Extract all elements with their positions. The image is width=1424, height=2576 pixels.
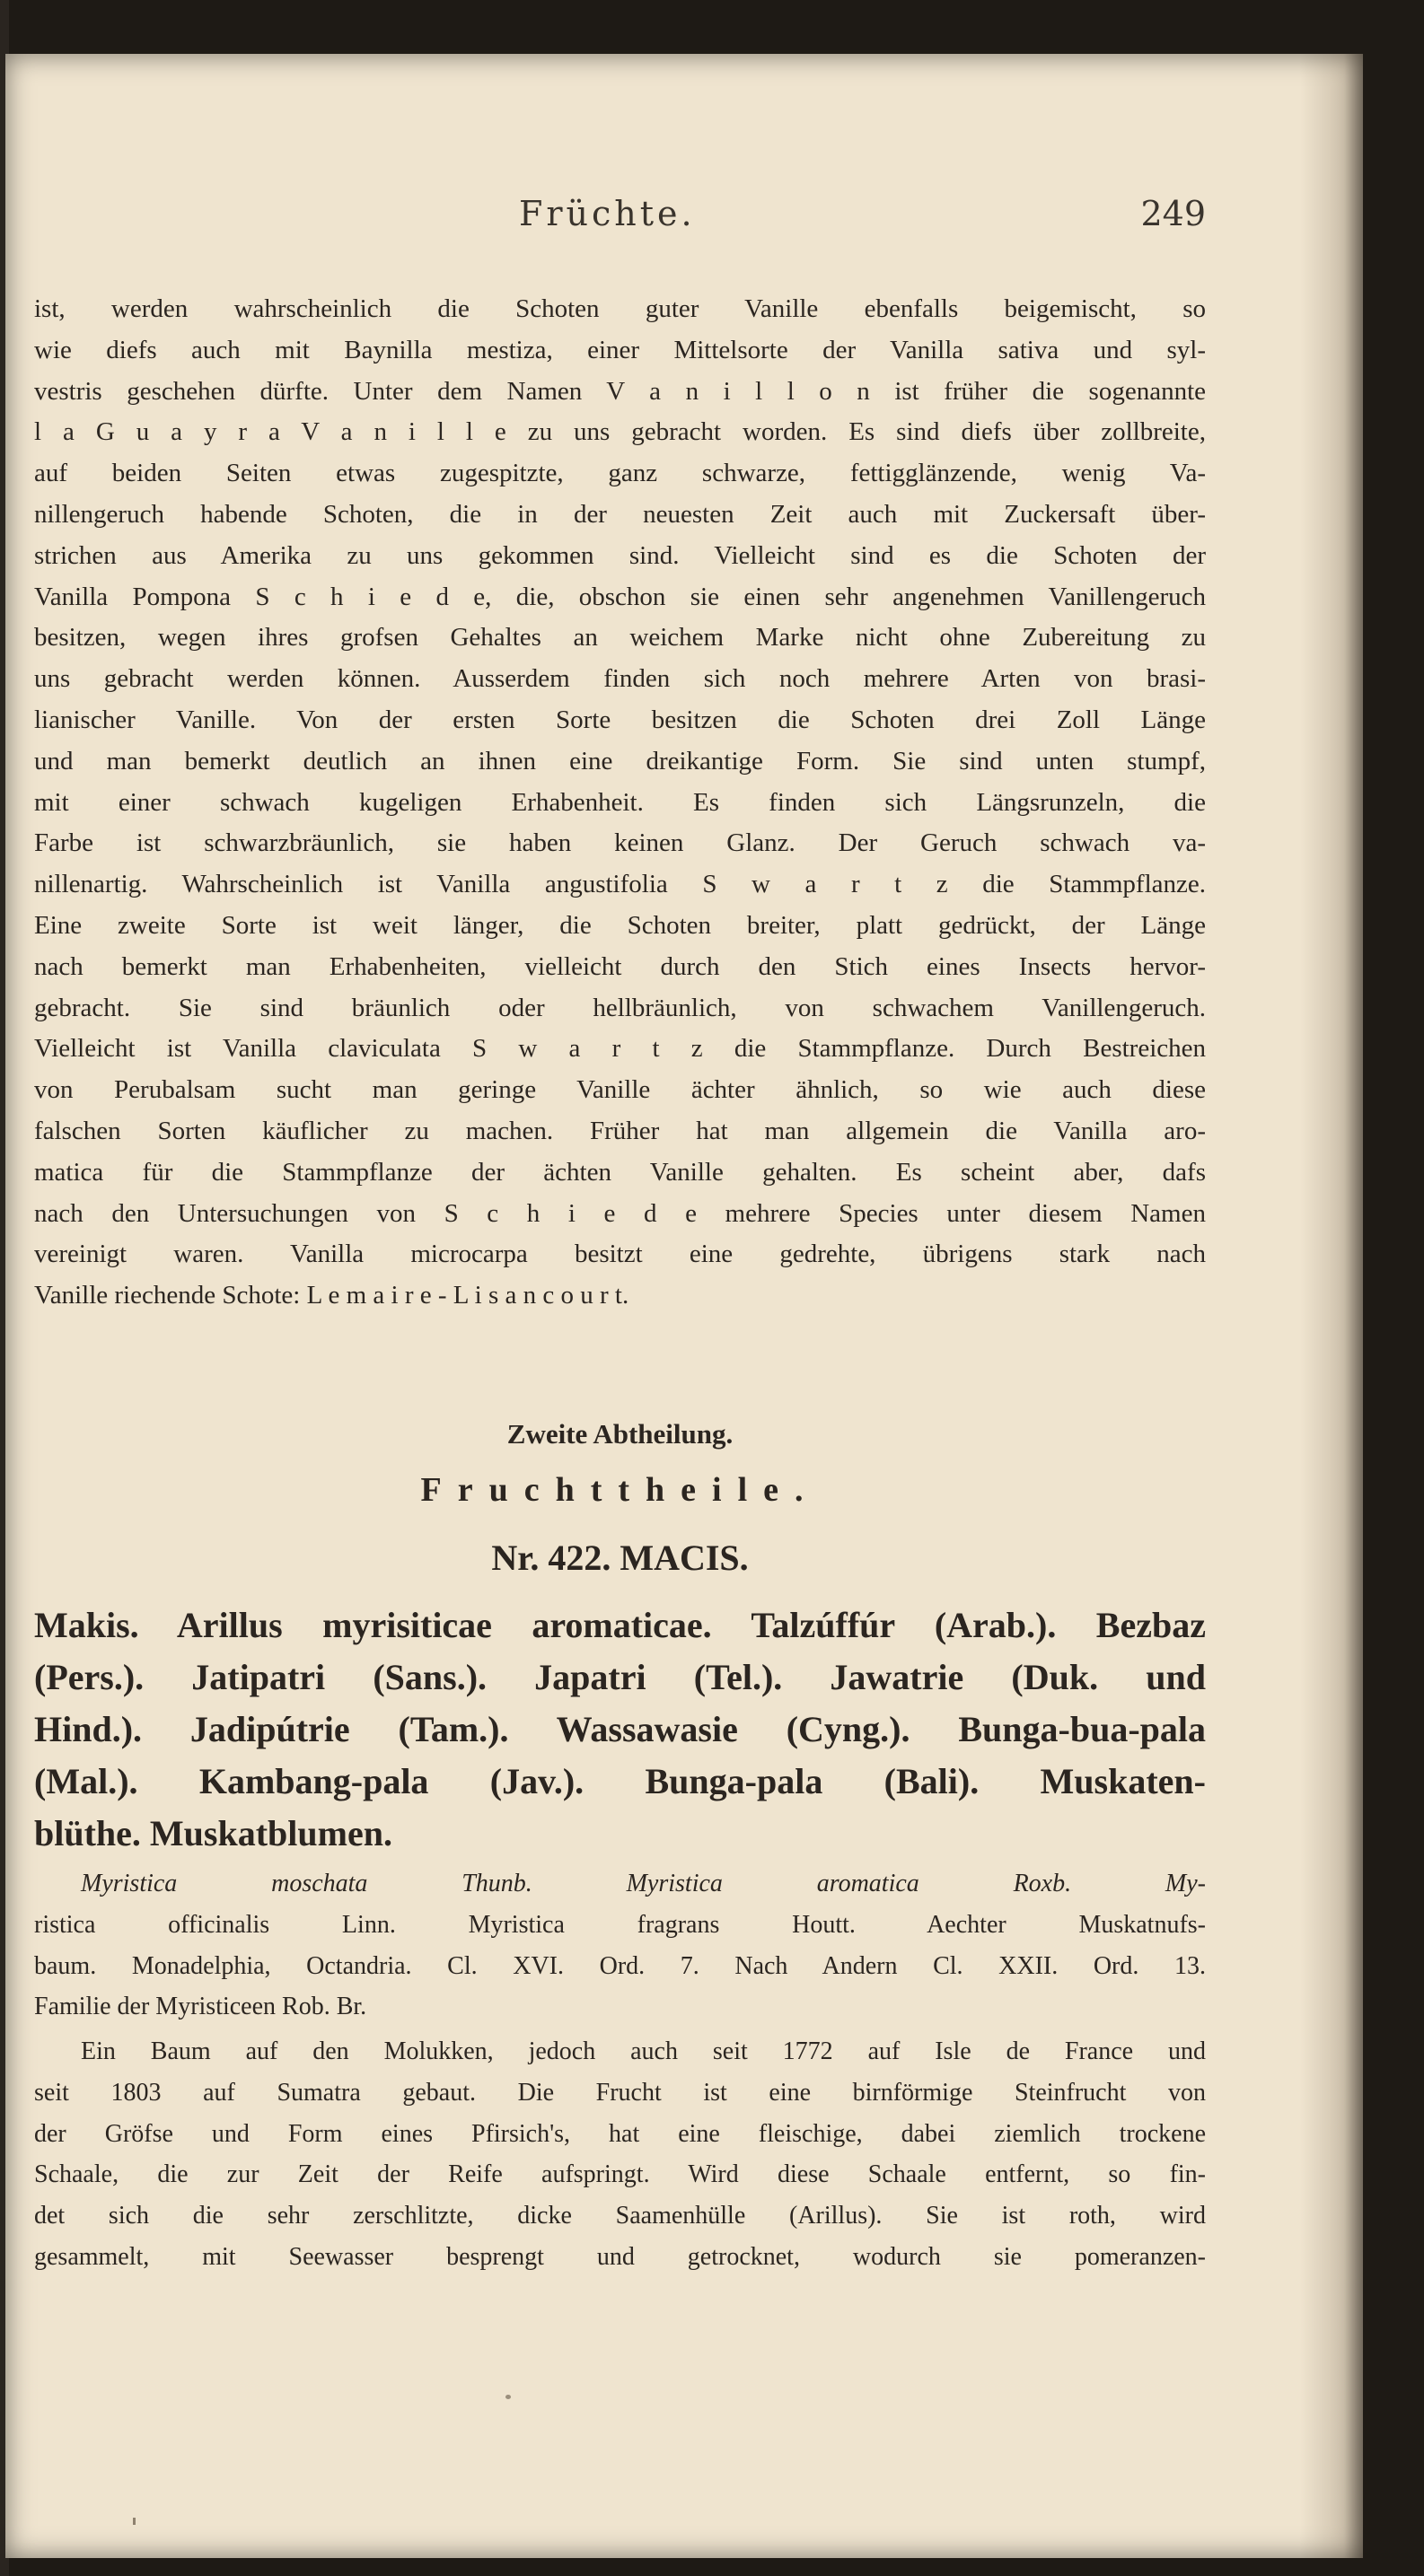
section-label: Zweite Abtheilung. — [506, 1418, 734, 1450]
text-line: gesammelt, mit Seewasser besprengt und getrocknet, wodurch sie pomeranzen- — [34, 2242, 1206, 2271]
synonyms-block — [34, 1599, 1206, 1860]
text-line: det sich die sehr zerschlitzte, dicke Saamenhülle (Arillus). Sie ist roth, wird — [34, 2202, 1206, 2230]
text-line: nach den Untersuchungen von S c h i e d e mehrere Species unter diesem Namen — [34, 1198, 1206, 1228]
text-line: gebracht. Sie sind bräunlich oder hellbräunlich, von schwachem Vanillengeruch. — [34, 993, 1206, 1022]
synonym-line: blüthe. Muskatblumen. — [34, 1813, 392, 1853]
book-page — [5, 54, 1363, 2558]
text-line: der Gröfse und Form eines Pfirsich's, hat eine fleischige, dabei ziemlich trockene — [34, 2119, 1206, 2148]
text-line: von Perubalsam sucht man geringe Vanille ächter ähnlich, so wie auch diese — [34, 1075, 1206, 1105]
text-line: lianischer Vanille. Von der ersten Sorte besitzen die Schoten drei Zoll Länge — [34, 705, 1206, 734]
text-line: falschen Sorten käuflicher zu machen. Früher hat man allgemein die Vanilla aro- — [34, 1116, 1206, 1145]
text-line: strichen aus Amerika zu uns gekommen sind. Vielleicht sind es die Schoten der — [34, 540, 1206, 570]
text-line: vereinigt waren. Vanilla microcarpa besitzt eine gedrehte, übrigens stark nach — [34, 1240, 1206, 1269]
synonym-line: Hind.). Jadipútrie (Tam.). Wassawasie (Cyng.). Bunga-bua-pala — [34, 1709, 1206, 1749]
text-line: besitzen, wegen ihres grofsen Gehaltes an weichem Marke nicht ohne Zubereitung zu — [34, 623, 1206, 653]
text-line: nach bemerkt man Erhabenheiten, vielleicht durch den Stich eines Insects hervor- — [34, 951, 1206, 981]
synonym-line: (Pers.). Jatipatri (Sans.). Japatri (Tel.). Jawatrie (Duk. und — [34, 1657, 1206, 1697]
text-line: seit 1803 auf Sumatra gebaut. Die Frucht ist eine birnförmige Steinfrucht von — [34, 2078, 1206, 2107]
text-line: Schaale, die zur Zeit der Reife aufspringt. Wird diese Schaale entfernt, so fin- — [34, 2160, 1206, 2189]
text-line: matica für die Stammpflanze der ächten Vanille gehalten. Es scheint aber, dafs — [34, 1157, 1206, 1187]
section-title: Fruchttheile. — [420, 1471, 820, 1509]
running-head — [34, 194, 1206, 244]
text-line: Ein Baum auf den Molukken, jedoch auch seit 1772 auf Isle de France und — [81, 2037, 1206, 2065]
synonym-line: (Mal.). Kambang-pala (Jav.). Bunga-pala (Bali). Muskaten- — [34, 1761, 1206, 1801]
page-number: 249 — [1140, 194, 1206, 233]
description-paragraph — [34, 2031, 1206, 2278]
running-title: Früchte. — [519, 194, 696, 233]
text-line: ist, werden wahrscheinlich die Schoten guter Vanille ebenfalls beigemischt, so — [34, 294, 1206, 323]
text-line: Vanille riechende Schote: L e m a i r e - L i s a n c o u r t. — [34, 1281, 629, 1310]
text-line: und man bemerkt deutlich an ihnen eine dreikantige Form. Sie sind unten stumpf, — [34, 746, 1206, 775]
text-line: Farbe ist schwarzbräunlich, sie haben keinen Glanz. Der Geruch schwach va- — [34, 828, 1206, 858]
text-line: ristica officinalis Linn. Myristica fragrans Houtt. Aechter Muskatnufs- — [34, 1910, 1206, 1939]
text-line: Vanilla Pompona S c h i e d e, die, obschon sie einen sehr angenehmen Vanillengeruch — [34, 582, 1206, 611]
text-line: vestris geschehen dürfte. Unter dem Namen V a n i l l o n ist früher die sogenannte — [34, 376, 1206, 406]
synonym-line: Makis. Arillus myrisiticae aromaticae. Talzúffúr (Arab.). Bezbaz — [34, 1605, 1206, 1645]
text-line: baum. Monadelphia, Octandria. Cl. XVI. Ord. 7. Nach Andern Cl. XXII. Ord. 13. — [34, 1951, 1206, 1980]
entry-title: Nr. 422. MACIS. — [491, 1538, 749, 1578]
text-line: Eine zweite Sorte ist weit länger, die Schoten breiter, platt gedrückt, der Länge — [34, 910, 1206, 940]
text-line: nillengeruch habende Schoten, die in der neuesten Zeit auch mit Zuckersaft über- — [34, 499, 1206, 529]
text-line: Vielleicht ist Vanilla claviculata S w a r t z die Stammpflanze. Durch Bestreichen — [34, 1034, 1206, 1064]
text-line: Myristica moschata Thunb. Myristica aromatica Roxb. My- — [81, 1870, 1206, 1897]
text-line: auf beiden Seiten etwas zugespitzte, ganz schwarze, fettigglänzende, wenig Va- — [34, 459, 1206, 488]
botanical-paragraph — [34, 1863, 1206, 2028]
text-line: uns gebracht werden können. Ausserdem finden sich noch mehrere Arten von brasi- — [34, 664, 1206, 694]
paper-speck — [505, 2395, 511, 2399]
text-line: mit einer schwach kugeligen Erhabenheit. Es finden sich Längsrunzeln, die — [34, 787, 1206, 817]
text-line: Familie der Myristiceen Rob. Br. — [34, 1993, 367, 2021]
text-line: wie diefs auch mit Baynilla mestiza, einer Mittelsorte der Vanilla sativa und syl- — [34, 335, 1206, 364]
text-line: l a G u a y r a V a n i l l e zu uns gebracht worden. Es sind diefs über zollbreite, — [34, 417, 1206, 447]
text-line: nillenartig. Wahrscheinlich ist Vanilla angustifolia S w a r t z die Stammpflanze. — [34, 870, 1206, 899]
vanilla-paragraph — [34, 289, 1206, 1317]
page-spine-shadow — [1300, 54, 1363, 2558]
paper-speck — [133, 2518, 136, 2525]
